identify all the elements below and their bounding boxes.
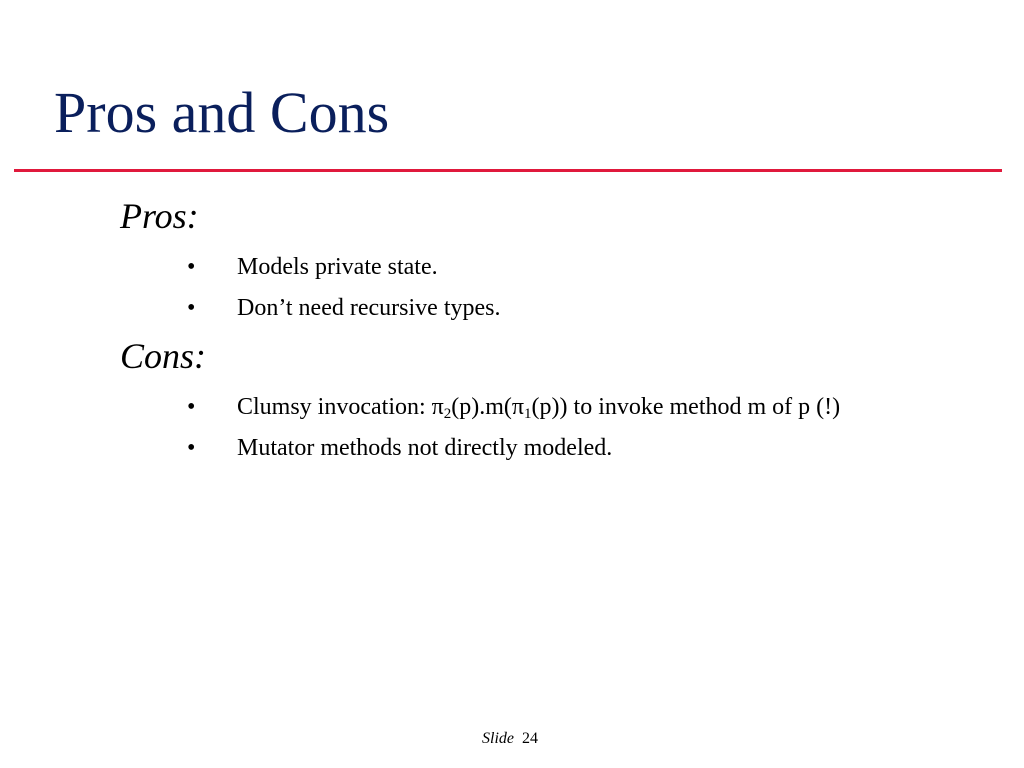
bullet-text-prefix: Clumsy invocation: π <box>237 394 444 420</box>
subscript-1: 1 <box>524 406 532 422</box>
bullet-icon: • <box>187 295 196 321</box>
bullet-icon: • <box>187 435 196 461</box>
bullet-text-suffix: (p)) to invoke method m of p (!) <box>531 394 841 420</box>
bullet-text: Mutator methods not directly modeled. <box>237 435 613 461</box>
slide-number: 24 <box>522 730 538 747</box>
pros-heading: Pros: <box>120 196 199 236</box>
bullet-text-middle: (p).m(π <box>451 394 525 420</box>
cons-heading: Cons: <box>120 336 207 376</box>
title-divider <box>14 169 1002 172</box>
bullet-text: Models private state. <box>237 254 438 280</box>
bullet-text: Don’t need recursive types. <box>237 295 501 321</box>
slide-footer <box>482 729 538 748</box>
slide-label: Slide <box>482 730 514 747</box>
subscript-2: 2 <box>443 406 452 422</box>
bullet-icon: • <box>187 254 196 280</box>
bullet-text <box>237 393 840 422</box>
bullet-icon: • <box>187 394 196 420</box>
slide-title: Pros and Cons <box>54 80 390 145</box>
